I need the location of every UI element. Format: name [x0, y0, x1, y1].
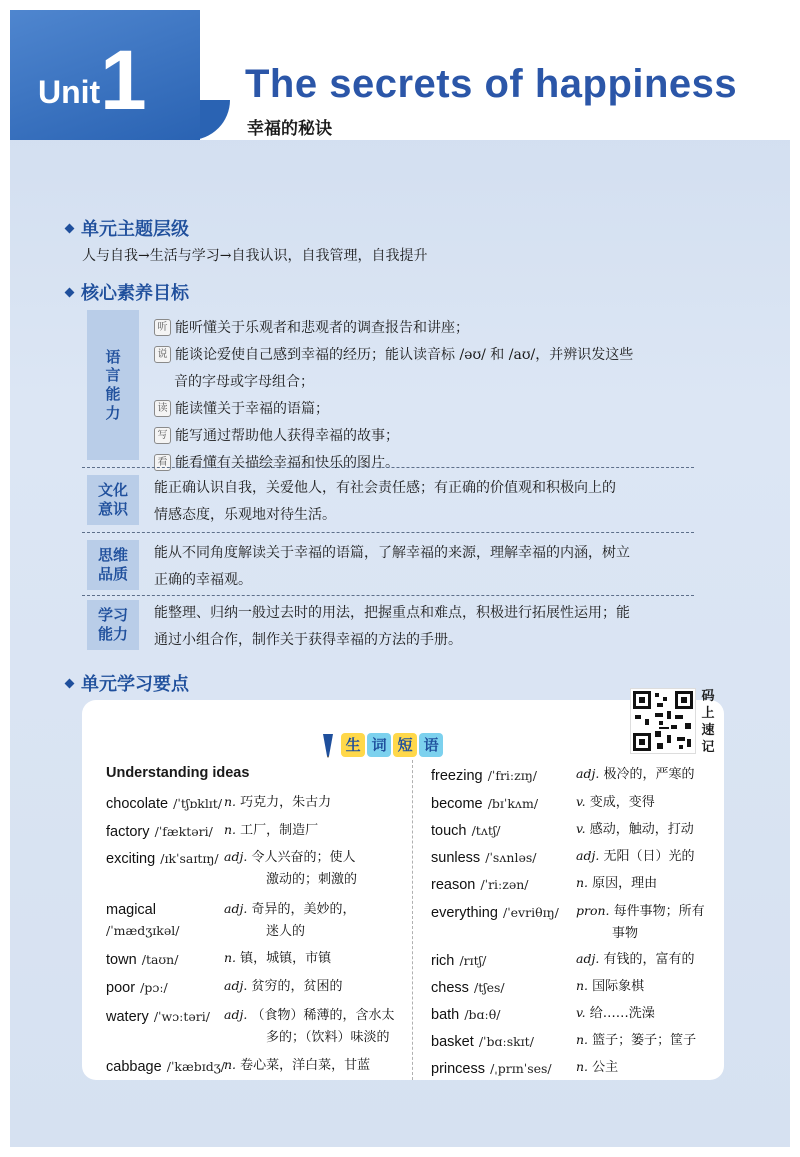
vocab-entry: basket /ˈbɑːskɪt/ [431, 1034, 534, 1050]
vocab-entry: town /taʊn/ [106, 952, 179, 968]
write-icon: 写 [154, 427, 171, 444]
vocab-definition: v. 变成，变得 [576, 794, 655, 810]
vocab-entry: cabbage /ˈkæbɪdʒ/ [106, 1059, 225, 1075]
vocab-definition: n. 巧克力，朱古力 [224, 794, 332, 810]
goal-text-learning: 能整理、归纳一般过去时的用法，把握重点和难点，积极进行拓展性运用；能 通过小组合作，制作关于获得幸福的方法的手册。 [154, 605, 630, 648]
skill-speak: 说 能谈论爱使自己感到幸福的经历；能认读音标 /əʊ/ 和 /aʊ/，并辨识发这些 [154, 342, 694, 369]
banner-tile: 短 [393, 733, 417, 757]
vocab-entry: freezing /ˈfriːzɪŋ/ [431, 768, 537, 784]
vocab-entry: bath /bɑːθ/ [431, 1007, 501, 1023]
skill-listen: 听 能听懂关于乐观者和悲观者的调查报告和讲座； [154, 315, 694, 342]
speak-icon: 说 [154, 346, 171, 363]
unit-label: Unit [38, 74, 101, 110]
qr-caption: 码 上 速 记 [701, 689, 715, 755]
goal-label-thinking: 思维 品质 [87, 540, 139, 590]
page-title: The secrets of happiness [245, 62, 738, 106]
goal-row-thinking [82, 535, 694, 593]
banner-tile: 语 [419, 733, 443, 757]
skill-read: 读 能读懂关于幸福的语篇； [154, 396, 694, 423]
row-divider [82, 595, 694, 596]
vocab-entry: everything /ˈevriθɪŋ/ [431, 905, 559, 921]
goal-text-thinking: 能从不同角度解读关于幸福的语篇，了解幸福的来源，理解幸福的内涵，树立 正确的幸福观。 [154, 545, 630, 588]
vocab-definition: adj. 令人兴奋的；使人 激动的；刺激的 [224, 849, 358, 887]
vocab-entry: poor /pɔː/ [106, 980, 168, 996]
diamond-icon [65, 287, 75, 297]
pencil-icon [320, 732, 336, 758]
goal-text-language [154, 315, 694, 477]
vocab-entry: sunless /ˈsʌnləs/ [431, 850, 537, 866]
goal-text-culture: 能正确认识自我，关爱他人，有社会责任感；有正确的价值观和积极向上的 情感态度，乐观地对待生活。 [154, 480, 616, 523]
diamond-icon [65, 223, 75, 233]
key-points-heading: 单元学习要点 [66, 670, 189, 696]
qr-code[interactable] [630, 688, 696, 754]
vocab-entry: chess /tʃes/ [431, 980, 505, 996]
banner-tile: 生 [341, 733, 365, 757]
vocab-definition: adj. 极冷的，严寒的 [576, 766, 695, 782]
read-icon: 读 [154, 400, 171, 417]
vocab-entry: become /bɪˈkʌm/ [431, 796, 539, 812]
vocab-definition: adj. 奇异的，美妙的， 迷人的 [224, 901, 356, 939]
listen-icon: 听 [154, 319, 171, 336]
vocab-entry: chocolate /ˈtʃɒklɪt/ [106, 796, 223, 812]
vocab-entry: magical [106, 902, 156, 918]
column-divider [412, 760, 413, 1080]
vocab-section-heading: Understanding ideas [106, 765, 250, 781]
skill-speak-cont: 音的字母或字母组合； [174, 374, 314, 390]
goal-label-learning: 学习 能力 [87, 600, 139, 650]
goal-label-language: 语 言 能 力 [87, 310, 139, 460]
goals-heading: 核心素养目标 [66, 279, 189, 305]
skill-write: 写 能写通过帮助他人获得幸福的故事； [154, 423, 694, 450]
unit-number: 1 [100, 33, 147, 127]
vocab-definition: adj. 有钱的，富有的 [576, 951, 695, 967]
vocab-entry: touch /tʌtʃ/ [431, 823, 501, 839]
vocab-entry: reason /ˈriːzən/ [431, 877, 529, 893]
decorative-dots [680, 118, 790, 142]
goal-row-learning [82, 598, 694, 656]
vocab-definition: v. 给……洗澡 [576, 1005, 655, 1021]
vocab-entry: rich /rɪtʃ/ [431, 953, 487, 969]
theme-heading: 单元主题层级 [66, 215, 189, 241]
vocab-entry: factory /ˈfæktəri/ [106, 824, 213, 840]
view-icon: 看 [154, 454, 171, 471]
vocab-entry: princess /ˌprɪnˈses/ [431, 1061, 552, 1077]
vocab-banner [320, 732, 445, 760]
vocab-definition: v. 感动，触动，打动 [576, 821, 694, 837]
vocab-definition: pron. 每件事物；所有 事物 [576, 903, 705, 941]
vocab-definition: n. 工厂，制造厂 [224, 822, 319, 838]
goal-label-culture: 文化 意识 [87, 475, 139, 525]
vocab-definition: n. 原因，理由 [576, 875, 658, 891]
vocab-definition: adj. （食物）稀薄的，含水太 多的；（饮料）味淡的 [224, 1007, 395, 1045]
skill-view: 看 能看懂有关描绘幸福和快乐的图片。 [154, 450, 694, 477]
page-subtitle: 幸福的秘诀 [247, 119, 332, 139]
banner-tile: 词 [367, 733, 391, 757]
vocab-definition: n. 卷心菜，洋白菜，甘蓝 [224, 1057, 371, 1073]
vocab-definition: n. 篮子；篓子；筐子 [576, 1032, 697, 1048]
vocab-definition: adj. 无阳（日）光的 [576, 848, 695, 864]
theme-text: 人与自我→生活与学习→自我认识，自我管理，自我提升 [82, 248, 428, 264]
row-divider [82, 467, 694, 468]
vocab-entry: exciting /ɪkˈsaɪtɪŋ/ [106, 851, 219, 867]
goal-row-language [82, 310, 694, 471]
vocab-definition: n. 公主 [576, 1059, 619, 1075]
goal-row-culture [82, 470, 694, 530]
vocab-definition: adj. 贫穷的，贫困的 [224, 978, 343, 994]
diamond-icon [65, 678, 75, 688]
vocab-definition: n. 国际象棋 [576, 978, 645, 994]
vocab-entry: watery /ˈwɔːtəri/ [106, 1009, 210, 1025]
vocab-ipa: /ˈmædʒɪkəl/ [106, 923, 180, 938]
vocab-definition: n. 镇，城镇，市镇 [224, 950, 332, 966]
row-divider [82, 532, 694, 533]
